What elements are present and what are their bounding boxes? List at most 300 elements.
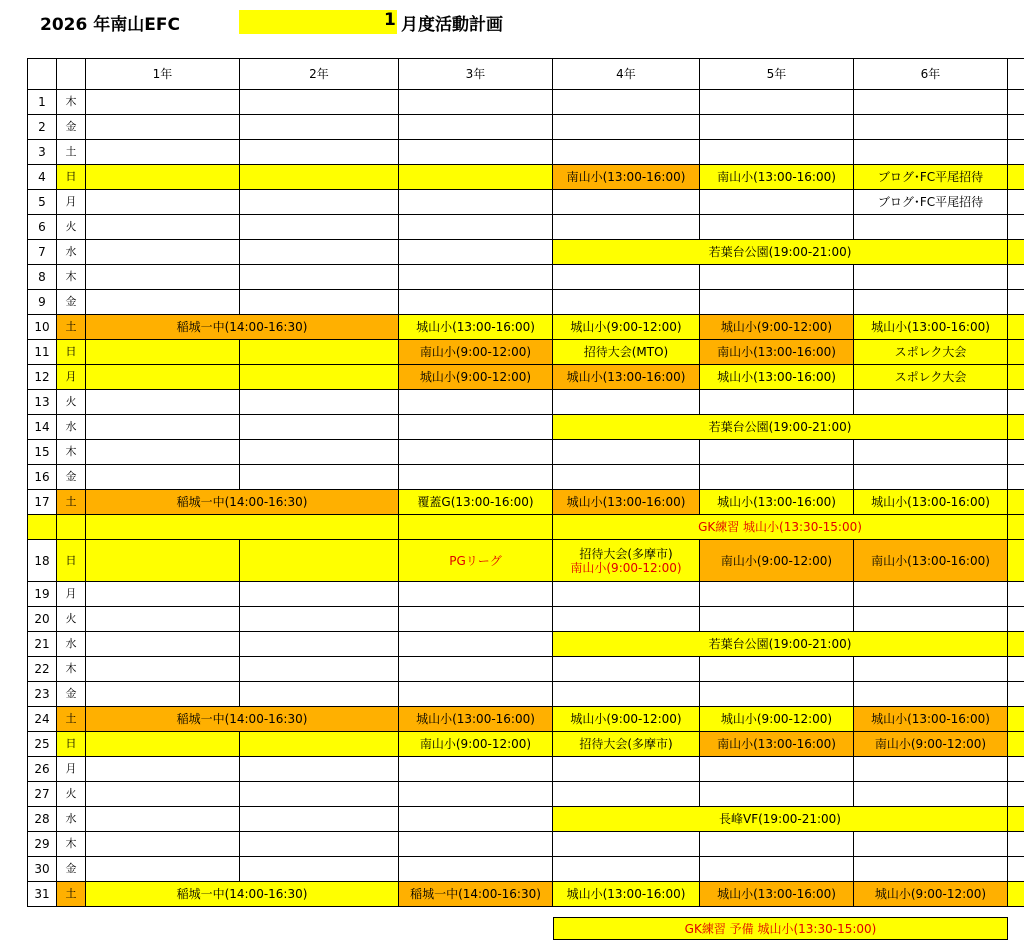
- grade-2-cell: [240, 657, 399, 682]
- grade-4-cell: 城山小(13:00-16:00): [553, 882, 700, 907]
- day-number: 10: [28, 315, 57, 340]
- extra-cell: [1008, 490, 1024, 515]
- grade-1-cell: [86, 390, 240, 415]
- month-title: 月度活動計画: [401, 15, 503, 35]
- extra-cell: [1008, 215, 1024, 240]
- day-number: 1: [28, 90, 57, 115]
- weekday: 月: [57, 190, 86, 215]
- grade-3-cell: [399, 657, 553, 682]
- grade-4-cell: [553, 582, 700, 607]
- grade-5-cell: 南山小(13:00-16:00): [700, 340, 854, 365]
- table-row: [28, 582, 1024, 607]
- grade-2-cell: [240, 607, 399, 632]
- weekday: 金: [57, 682, 86, 707]
- extra-cell: [1008, 190, 1024, 215]
- grade-6-cell: [854, 582, 1008, 607]
- grade-6-cell: [854, 607, 1008, 632]
- grade-5-cell: [700, 290, 854, 315]
- grade-3-cell: [399, 415, 553, 440]
- table-row: [28, 857, 1024, 882]
- grade-2-cell: [240, 115, 399, 140]
- weekday: 月: [57, 582, 86, 607]
- grade-4-cell: 城山小(9:00-12:00): [553, 707, 700, 732]
- grade-3-cell: [399, 115, 553, 140]
- weekday: 金: [57, 115, 86, 140]
- day-number: 24: [28, 707, 57, 732]
- table-row: [28, 115, 1024, 140]
- table-row: [28, 365, 1024, 390]
- extra-cell: [1008, 265, 1024, 290]
- grade-1-cell: [86, 190, 240, 215]
- grade-5-cell: 城山小(9:00-12:00): [700, 315, 854, 340]
- grade-5-cell: [700, 190, 854, 215]
- extra-cell: [1008, 165, 1024, 190]
- grade-4-cell: [553, 607, 700, 632]
- weekday: 木: [57, 657, 86, 682]
- day-number: 28: [28, 807, 57, 832]
- day-number: 22: [28, 657, 57, 682]
- grade-1-2-cell: [86, 515, 399, 540]
- table-row: [28, 465, 1024, 490]
- grade-5-cell: [700, 90, 854, 115]
- grade-5-cell: [700, 265, 854, 290]
- grade-4-cell: [553, 290, 700, 315]
- grade-1-cell: [86, 115, 240, 140]
- grade-1-cell: [86, 240, 240, 265]
- page-title: 2026 年南山EFC: [40, 15, 180, 35]
- header-grade-5: 5年: [700, 59, 854, 90]
- day-number: 5: [28, 190, 57, 215]
- grade-5-cell: [700, 657, 854, 682]
- day-number: 6: [28, 215, 57, 240]
- day-number: 12: [28, 365, 57, 390]
- grade-1-2-cell: 稲城一中(14:00-16:30): [86, 707, 399, 732]
- grade-6-cell: [854, 832, 1008, 857]
- day-number: 15: [28, 440, 57, 465]
- table-row: [28, 882, 1024, 907]
- grade-4-cell: 招待大会(多摩市): [553, 732, 700, 757]
- day-number: 29: [28, 832, 57, 857]
- grade-4-cell: [553, 440, 700, 465]
- day-number: 31: [28, 882, 57, 907]
- table-row: [28, 515, 1024, 540]
- grade-4-cell: [553, 682, 700, 707]
- weekday: 木: [57, 832, 86, 857]
- weekday: 金: [57, 465, 86, 490]
- day-number: 2: [28, 115, 57, 140]
- grade-2-cell: [240, 857, 399, 882]
- grade-3-cell: [399, 165, 553, 190]
- grade-3-cell: 城山小(13:00-16:00): [399, 707, 553, 732]
- table-row: [28, 490, 1024, 515]
- grade-3-cell: 南山小(9:00-12:00): [399, 732, 553, 757]
- extra-cell: [1008, 465, 1024, 490]
- grade-3-cell: [399, 265, 553, 290]
- weekday: 金: [57, 290, 86, 315]
- grade-6-cell: [854, 757, 1008, 782]
- grade-2-cell: [240, 832, 399, 857]
- grade-5-cell: [700, 465, 854, 490]
- weekday: 木: [57, 90, 86, 115]
- extra-cell: [1008, 782, 1024, 807]
- grade-5-cell: 城山小(13:00-16:00): [700, 882, 854, 907]
- grade-5-cell: 南山小(13:00-16:00): [700, 732, 854, 757]
- grade-5-cell: 城山小(9:00-12:00): [700, 707, 854, 732]
- grade-4-cell: [553, 265, 700, 290]
- grade-3-cell: [399, 140, 553, 165]
- extra-cell: [1008, 240, 1024, 265]
- grade-6-cell: 城山小(13:00-16:00): [854, 315, 1008, 340]
- grade-1-cell: [86, 140, 240, 165]
- grade-6-cell: [854, 440, 1008, 465]
- extra-cell: [1008, 115, 1024, 140]
- day-number: 27: [28, 782, 57, 807]
- grade-4-cell: [553, 215, 700, 240]
- weekday: 木: [57, 440, 86, 465]
- grade-4-event: 招待大会(多摩市): [579, 546, 673, 561]
- table-row: [28, 215, 1024, 240]
- schedule-table: [27, 58, 1024, 907]
- grade-4-cell: [553, 190, 700, 215]
- day-number: 4: [28, 165, 57, 190]
- day-number: 8: [28, 265, 57, 290]
- grade-4-cell: [553, 832, 700, 857]
- grade-2-cell: [240, 140, 399, 165]
- grade-5-cell: 城山小(13:00-16:00): [700, 365, 854, 390]
- day-number: 7: [28, 240, 57, 265]
- day-number: 21: [28, 632, 57, 657]
- weekday: 月: [57, 365, 86, 390]
- day-number: 3: [28, 140, 57, 165]
- grade-5-cell: [700, 757, 854, 782]
- grade-1-2-cell: 稲城一中(14:00-16:30): [86, 882, 399, 907]
- grade-4-cell: [553, 540, 700, 582]
- grade-4-6-cell: 若葉台公園(19:00-21:00): [553, 632, 1008, 657]
- grade-6-cell: ブログ･FC平尾招待: [854, 165, 1008, 190]
- extra-cell: [1008, 515, 1024, 540]
- weekday: 水: [57, 807, 86, 832]
- extra-cell: [1008, 732, 1024, 757]
- grade-4-cell: 南山小(13:00-16:00): [553, 165, 700, 190]
- grade-6-cell: 城山小(13:00-16:00): [854, 707, 1008, 732]
- header-grade-3: 3年: [399, 59, 553, 90]
- grade-1-cell: [86, 832, 240, 857]
- table-row: [28, 540, 1024, 582]
- grade-5-cell: [700, 582, 854, 607]
- table-row: [28, 290, 1024, 315]
- header-grade-2: 2年: [240, 59, 399, 90]
- grade-6-cell: [854, 390, 1008, 415]
- grade-6-cell: 南山小(9:00-12:00): [854, 732, 1008, 757]
- grade-4-cell: [553, 857, 700, 882]
- table-row: [28, 390, 1024, 415]
- extra-cell: [1008, 832, 1024, 857]
- weekday: 金: [57, 857, 86, 882]
- table-row: [28, 240, 1024, 265]
- grade-6-cell: スポレク大会: [854, 365, 1008, 390]
- extra-cell: [1008, 707, 1024, 732]
- table-row: [28, 165, 1024, 190]
- grade-2-cell: [240, 582, 399, 607]
- grade-4-cell: [553, 90, 700, 115]
- weekday: 水: [57, 632, 86, 657]
- grade-2-cell: [240, 340, 399, 365]
- weekday: 土: [57, 140, 86, 165]
- grade-1-cell: [86, 90, 240, 115]
- grade-1-cell: [86, 682, 240, 707]
- grade-3-cell: [399, 582, 553, 607]
- grade-1-cell: [86, 440, 240, 465]
- grade-4-cell: 城山小(13:00-16:00): [553, 365, 700, 390]
- weekday: 月: [57, 757, 86, 782]
- weekday: 土: [57, 315, 86, 340]
- grade-1-cell: [86, 540, 240, 582]
- weekday: 木: [57, 265, 86, 290]
- grade-2-cell: [240, 390, 399, 415]
- grade-2-cell: [240, 465, 399, 490]
- table-row: [28, 415, 1024, 440]
- grade-6-cell: 城山小(13:00-16:00): [854, 490, 1008, 515]
- grade-3-cell: PGリーグ: [399, 540, 553, 582]
- day-number: 9: [28, 290, 57, 315]
- grade-5-cell: [700, 115, 854, 140]
- extra-cell: [1008, 415, 1024, 440]
- header-grade-6: 6年: [854, 59, 1008, 90]
- table-row: [28, 782, 1024, 807]
- weekday: 水: [57, 415, 86, 440]
- grade-1-cell: [86, 265, 240, 290]
- grade-4-cell: 招待大会(MTO): [553, 340, 700, 365]
- grade-3-cell: [399, 632, 553, 657]
- grade-1-cell: [86, 365, 240, 390]
- weekday: 火: [57, 782, 86, 807]
- table-row: [28, 340, 1024, 365]
- grade-3-cell: [399, 757, 553, 782]
- header-grade-4: 4年: [553, 59, 700, 90]
- grade-3-cell: [399, 807, 553, 832]
- grade-5-cell: [700, 782, 854, 807]
- grade-1-cell: [86, 632, 240, 657]
- day-number: 20: [28, 607, 57, 632]
- day-number: 16: [28, 465, 57, 490]
- grade-4-cell: 城山小(13:00-16:00): [553, 490, 700, 515]
- day-number: 25: [28, 732, 57, 757]
- day-number: 30: [28, 857, 57, 882]
- grade-6-cell: [854, 265, 1008, 290]
- extra-cell: [1008, 365, 1024, 390]
- month-highlight: [239, 10, 397, 34]
- grade-3-cell: 覆蓋G(13:00-16:00): [399, 490, 553, 515]
- extra-cell: [1008, 607, 1024, 632]
- grade-3-cell: 城山小(13:00-16:00): [399, 315, 553, 340]
- header-grade-1: 1年: [86, 59, 240, 90]
- grade-6-cell: [854, 140, 1008, 165]
- weekday: 日: [57, 165, 86, 190]
- grade-2-cell: [240, 165, 399, 190]
- extra-cell: [1008, 540, 1024, 582]
- grade-1-cell: [86, 857, 240, 882]
- grade-6-cell: 南山小(13:00-16:00): [854, 540, 1008, 582]
- day-number: 17: [28, 490, 57, 515]
- gk-practice-cell: GK練習 城山小(13:30-15:00): [553, 515, 1008, 540]
- grade-2-cell: [240, 190, 399, 215]
- header-empty: [28, 59, 57, 90]
- table-row: [28, 832, 1024, 857]
- grade-5-cell: [700, 140, 854, 165]
- grade-4-cell: [553, 757, 700, 782]
- grade-1-cell: [86, 465, 240, 490]
- grade-1-2-cell: 稲城一中(14:00-16:30): [86, 490, 399, 515]
- table-row: [28, 315, 1024, 340]
- extra-cell: [1008, 632, 1024, 657]
- grade-6-cell: [854, 115, 1008, 140]
- grade-2-cell: [240, 240, 399, 265]
- grade-1-cell: [86, 582, 240, 607]
- grade-1-cell: [86, 757, 240, 782]
- grade-3-cell: [399, 290, 553, 315]
- grade-2-cell: [240, 757, 399, 782]
- grade-3-cell: [399, 782, 553, 807]
- table-row: [28, 440, 1024, 465]
- grade-2-cell: [240, 365, 399, 390]
- grade-2-cell: [240, 807, 399, 832]
- grade-2-cell: [240, 415, 399, 440]
- grade-5-cell: [700, 440, 854, 465]
- extra-cell: [1008, 757, 1024, 782]
- grade-1-cell: [86, 290, 240, 315]
- grade-3-cell: [399, 857, 553, 882]
- grade-2-cell: [240, 440, 399, 465]
- extra-cell: [1008, 340, 1024, 365]
- weekday: 水: [57, 240, 86, 265]
- grade-6-cell: [854, 782, 1008, 807]
- day-number: 18: [28, 540, 57, 582]
- grade-6-cell: [854, 215, 1008, 240]
- grade-2-cell: [240, 682, 399, 707]
- day-number: 26: [28, 757, 57, 782]
- month-number: 1: [384, 10, 396, 30]
- table-row: [28, 90, 1024, 115]
- extra-cell: [1008, 90, 1024, 115]
- weekday-cell: [57, 515, 86, 540]
- grade-3-cell: [399, 465, 553, 490]
- grade-3-cell: 南山小(9:00-12:00): [399, 340, 553, 365]
- header-extra: [1008, 59, 1024, 90]
- grade-1-cell: [86, 782, 240, 807]
- grade-3-cell: 城山小(9:00-12:00): [399, 365, 553, 390]
- table-row: [28, 707, 1024, 732]
- extra-cell: [1008, 315, 1024, 340]
- grade-6-cell: [854, 90, 1008, 115]
- table-row: [28, 657, 1024, 682]
- grade-6-cell: [854, 290, 1008, 315]
- grade-3-cell: [399, 190, 553, 215]
- weekday: 土: [57, 707, 86, 732]
- extra-cell: [1008, 390, 1024, 415]
- table-row: [28, 190, 1024, 215]
- grade-2-cell: [240, 90, 399, 115]
- day-number: 14: [28, 415, 57, 440]
- grade-2-cell: [240, 540, 399, 582]
- grade-5-cell: 南山小(9:00-12:00): [700, 540, 854, 582]
- grade-3-cell: 稲城一中(14:00-16:30): [399, 882, 553, 907]
- grade-1-2-cell: 稲城一中(14:00-16:30): [86, 315, 399, 340]
- table-row: [28, 265, 1024, 290]
- extra-cell: [1008, 440, 1024, 465]
- grade-4-cell: [553, 657, 700, 682]
- grade-1-cell: [86, 165, 240, 190]
- grade-2-cell: [240, 215, 399, 240]
- grade-4-cell: 城山小(9:00-12:00): [553, 315, 700, 340]
- grade-1-cell: [86, 340, 240, 365]
- grade-4-6-cell: 長峰VF(19:00-21:00): [553, 807, 1008, 832]
- table-row: [28, 140, 1024, 165]
- weekday: 土: [57, 490, 86, 515]
- grade-4-6-cell: 若葉台公園(19:00-21:00): [553, 240, 1008, 265]
- weekday: 日: [57, 340, 86, 365]
- extra-cell: [1008, 290, 1024, 315]
- grade-3-cell: [399, 215, 553, 240]
- grade-3-cell: [399, 607, 553, 632]
- extra-cell: [1008, 857, 1024, 882]
- extra-cell: [1008, 582, 1024, 607]
- grade-6-cell: [854, 857, 1008, 882]
- grade-5-cell: [700, 857, 854, 882]
- grade-4-cell: [553, 140, 700, 165]
- weekday: 土: [57, 882, 86, 907]
- grade-5-cell: [700, 607, 854, 632]
- weekday: 火: [57, 215, 86, 240]
- grade-4-cell: [553, 782, 700, 807]
- grade-2-cell: [240, 265, 399, 290]
- grade-3-cell: [399, 832, 553, 857]
- grade-6-cell: ブログ･FC平尾招待: [854, 190, 1008, 215]
- grade-6-cell: [854, 682, 1008, 707]
- extra-cell: [1008, 882, 1024, 907]
- extra-cell: [1008, 140, 1024, 165]
- grade-6-cell: スポレク大会: [854, 340, 1008, 365]
- grade-3-cell: [399, 440, 553, 465]
- extra-cell: [1008, 807, 1024, 832]
- header-row: [28, 59, 1024, 90]
- grade-6-cell: [854, 657, 1008, 682]
- grade-3-cell: [399, 390, 553, 415]
- grade-4-cell: [553, 390, 700, 415]
- grade-4-6-cell: 若葉台公園(19:00-21:00): [553, 415, 1008, 440]
- table-row: [28, 682, 1024, 707]
- header-empty: [57, 59, 86, 90]
- grade-1-cell: [86, 607, 240, 632]
- grade-6-cell: [854, 465, 1008, 490]
- day-number: 11: [28, 340, 57, 365]
- weekday: 火: [57, 390, 86, 415]
- extra-cell: [1008, 682, 1024, 707]
- grade-5-cell: [700, 832, 854, 857]
- grade-3-cell: [399, 515, 553, 540]
- grade-2-cell: [240, 732, 399, 757]
- grade-2-cell: [240, 782, 399, 807]
- day-number: 13: [28, 390, 57, 415]
- grade-3-cell: [399, 90, 553, 115]
- table-row: [28, 757, 1024, 782]
- day-number: 19: [28, 582, 57, 607]
- grade-5-cell: [700, 390, 854, 415]
- grade-1-cell: [86, 732, 240, 757]
- extra-cell: [1008, 657, 1024, 682]
- table-row: [28, 632, 1024, 657]
- grade-5-cell: 城山小(13:00-16:00): [700, 490, 854, 515]
- grade-1-cell: [86, 657, 240, 682]
